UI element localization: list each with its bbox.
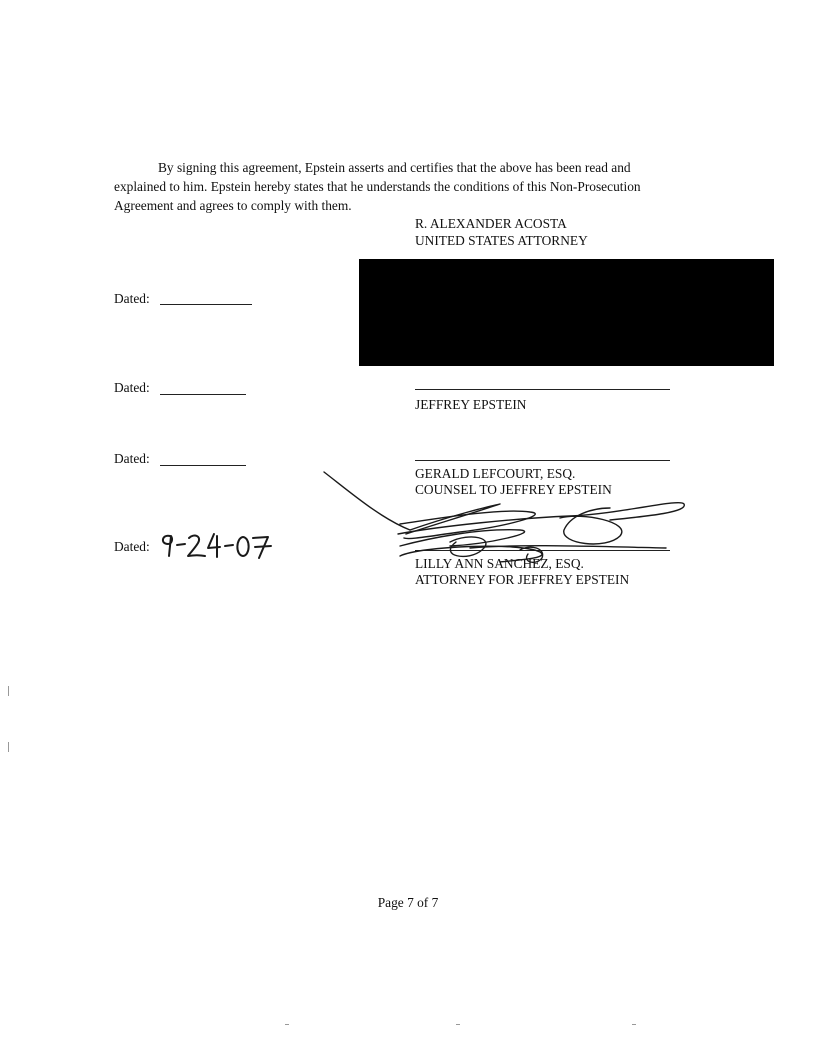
scan-speck [632,1024,636,1025]
signature-line-epstein [415,389,670,390]
date-blank-1 [160,304,252,305]
signature-line-sanchez [415,550,670,551]
date-blank-2 [160,394,246,395]
signature-line-lefcourt [415,460,670,461]
dated-label-4: Dated: [114,539,150,554]
scan-speck [285,1024,289,1025]
us-attorney-title: UNITED STATES ATTORNEY [415,233,588,248]
scan-speck [8,742,9,752]
counsel-1-name: GERALD LEFCOURT, ESQ. [415,466,576,481]
counsel-2-name: LILLY ANN SANCHEZ, ESQ. [415,556,584,571]
scan-speck [8,686,9,696]
dated-label-2: Dated: [114,380,150,395]
scan-speck [456,1024,460,1025]
date-blank-3 [160,465,246,466]
defendant-name: JEFFREY EPSTEIN [415,397,527,412]
dated-label-3: Dated: [114,451,150,466]
counsel-1-title: COUNSEL TO JEFFREY EPSTEIN [415,482,612,497]
handwritten-date-drawing [158,530,278,564]
us-attorney-name: R. ALEXANDER ACOSTA [415,216,567,231]
redaction-box [359,259,774,366]
certification-paragraph: By signing this agreement, Epstein asserts and certifies that the above has been read and explained to him. Epstein hereby states that he understands the conditions of this Non-Prosecution Agreement and agrees to comply with them. [114,160,641,214]
dated-label-1: Dated: [114,291,150,306]
handwritten-date [158,530,278,564]
page-number: Page 7 of 7 [377,895,439,910]
counsel-2-title: ATTORNEY FOR JEFFREY EPSTEIN [415,572,630,587]
